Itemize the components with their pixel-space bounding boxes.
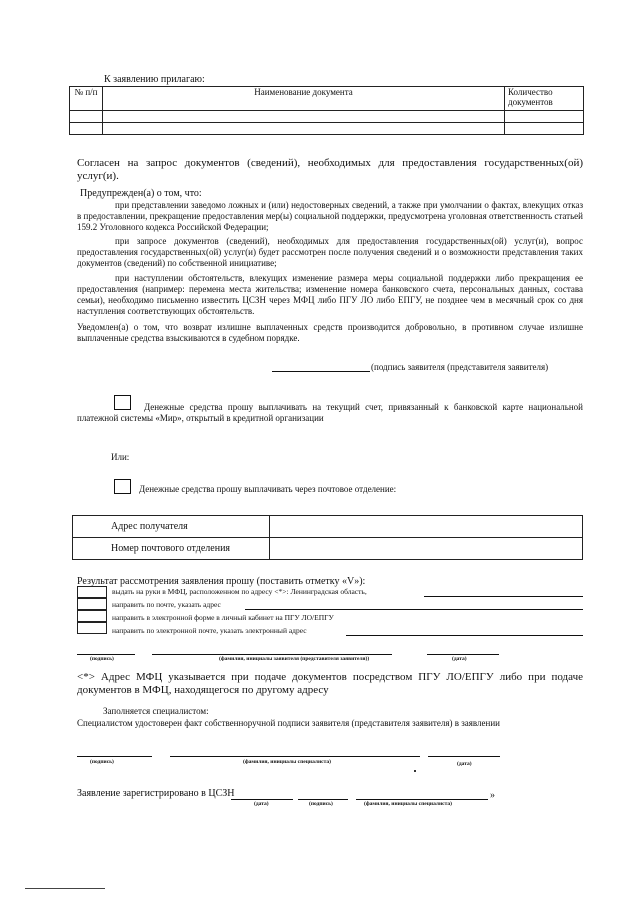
- address-value[interactable]: [270, 516, 583, 538]
- caption-fio-applicant: (фамилия, инициалы заявителя (представителя заявителя)): [219, 656, 370, 662]
- caption-fio-specialist: (фамилия, инициалы специалиста): [243, 759, 331, 765]
- caption-signature-3: (подпись): [309, 801, 333, 807]
- applicant-date-line[interactable]: [427, 654, 499, 655]
- caption-signature-2: (подпись): [90, 759, 114, 765]
- result-option-1: выдать на руки в МФЦ, расположенном по адресу <*>: Ленинградская область,: [112, 587, 367, 596]
- signature-caption: (подпись заявителя (представителя заявителя): [371, 362, 549, 372]
- specialist-date-line[interactable]: [428, 756, 500, 757]
- result-checkbox[interactable]: [77, 622, 107, 634]
- col-name-header: Наименование документа: [103, 87, 505, 111]
- specialist-text: Специалистом удостоверен факт собственноручной подписи заявителя (представителя заявителя) в заявлении: [77, 718, 500, 728]
- result-checkbox[interactable]: [77, 586, 107, 598]
- registration-fio-line[interactable]: [356, 799, 488, 800]
- result-option-4: направить по электронной почте, указать электронный адрес: [112, 626, 307, 635]
- quote-end: »: [490, 790, 495, 801]
- registered-text: Заявление зарегистрировано в ЦСЗН: [77, 788, 235, 799]
- result-checkbox[interactable]: [77, 610, 107, 622]
- specialist-signature-line[interactable]: [77, 756, 152, 757]
- post-checkbox[interactable]: [114, 479, 131, 494]
- warning-2: при запросе документов (сведений), необходимых для предоставления государственных(ой) услуг(и), вопрос предоставления государственных(ой) услуг(и) будет рассмотрен после получения сведений и о возможности представления таких документов (сведений) по собственной инициативе;: [77, 236, 583, 268]
- post-option-text: Денежные средства прошу выплачивать через почтовое отделение:: [139, 484, 397, 494]
- caption-date: (дата): [452, 656, 467, 662]
- registration-signature-line[interactable]: [298, 799, 348, 800]
- specialist-fio-line[interactable]: [170, 756, 420, 757]
- or-text: Или:: [111, 452, 130, 462]
- speck: [414, 770, 416, 772]
- bank-option-text: Денежные средства прошу выплачивать на текущий счет, привязанный к банковской карте национальной платежной системы «Мир», открытый в кредитной организации: [77, 402, 583, 423]
- address-label: Адрес получателя: [73, 516, 270, 538]
- email-line[interactable]: [346, 635, 583, 636]
- mfc-address-line[interactable]: [424, 596, 583, 597]
- caption-signature: (подпись): [90, 656, 114, 662]
- postoffice-value[interactable]: [270, 538, 583, 560]
- result-title: Результат рассмотрения заявления прошу (поставить отметку «V»):: [77, 576, 366, 587]
- signature-line: [272, 371, 370, 372]
- caption-date-2: (дата): [457, 761, 472, 767]
- result-option-2: направить по почте, указать адрес: [112, 600, 221, 609]
- registration-date-line[interactable]: [231, 799, 293, 800]
- col-num-header: № п/п: [70, 87, 103, 111]
- consent-text: Согласен на запрос документов (сведений), необходимых для предоставления государственных(ой) услуг(и).: [77, 157, 583, 182]
- warning-1: при представлении заведомо ложных и (или) недостоверных сведений, а также при умолчании о фактах, влекущих отказ в предоставлении, прекращение предоставления мер(ы) социальной поддержки, предусмотрена уголовная ответственность статьей 159.2 Уголовного кодекса Российской Федерации;: [77, 200, 583, 232]
- table-row: [70, 111, 584, 123]
- caption-date-3: (дата): [254, 801, 269, 807]
- address-table: [72, 515, 583, 560]
- attachments-table: [69, 86, 584, 135]
- result-checkbox[interactable]: [77, 598, 107, 610]
- notified-text: Уведомлен(а) о том, что возврат излишне выплаченных средств производится добровольно, в противном случае излишне выплаченные средства взыскиваются в судебном порядке.: [77, 322, 583, 343]
- post-address-line[interactable]: [245, 609, 583, 610]
- applicant-fio-line[interactable]: [152, 654, 392, 655]
- attachments-heading: К заявлению прилагаю:: [104, 74, 205, 85]
- col-count-header: Количество документов: [505, 87, 584, 111]
- scan-edge-line: [25, 888, 105, 889]
- footnote: <*> Адрес МФЦ указывается при подаче документов посредством ПГУ ЛО/ЕПГУ либо при подаче документов в МФЦ, находящегося по другому адресу: [77, 671, 583, 696]
- postoffice-label: Номер почтового отделения: [73, 538, 270, 560]
- warned-title: Предупрежден(а) о том, что:: [80, 188, 202, 199]
- specialist-title: Заполняется специалистом:: [103, 706, 209, 716]
- warning-3: при наступлении обстоятельств, влекущих изменение размера меры социальной поддержки либо прекращения ее предоставления (например: перемена места жительства; изменение номера банковского счета, персональных данных, состава семьи), необходимо письменно известить ЦСЗН через МФЦ либо ПГУ ЛО либо ЕПГУ, не позднее чем в месячный срок со дня наступления соответствующих обстоятельств.: [77, 273, 583, 316]
- applicant-signature-line[interactable]: [77, 654, 135, 655]
- result-option-3: направить в электронной форме в личный кабинет на ПГУ ЛО/ЕПГУ: [112, 613, 334, 622]
- caption-fio-specialist-2: (фамилия, инициалы специалиста): [364, 801, 452, 807]
- table-row: [70, 123, 584, 135]
